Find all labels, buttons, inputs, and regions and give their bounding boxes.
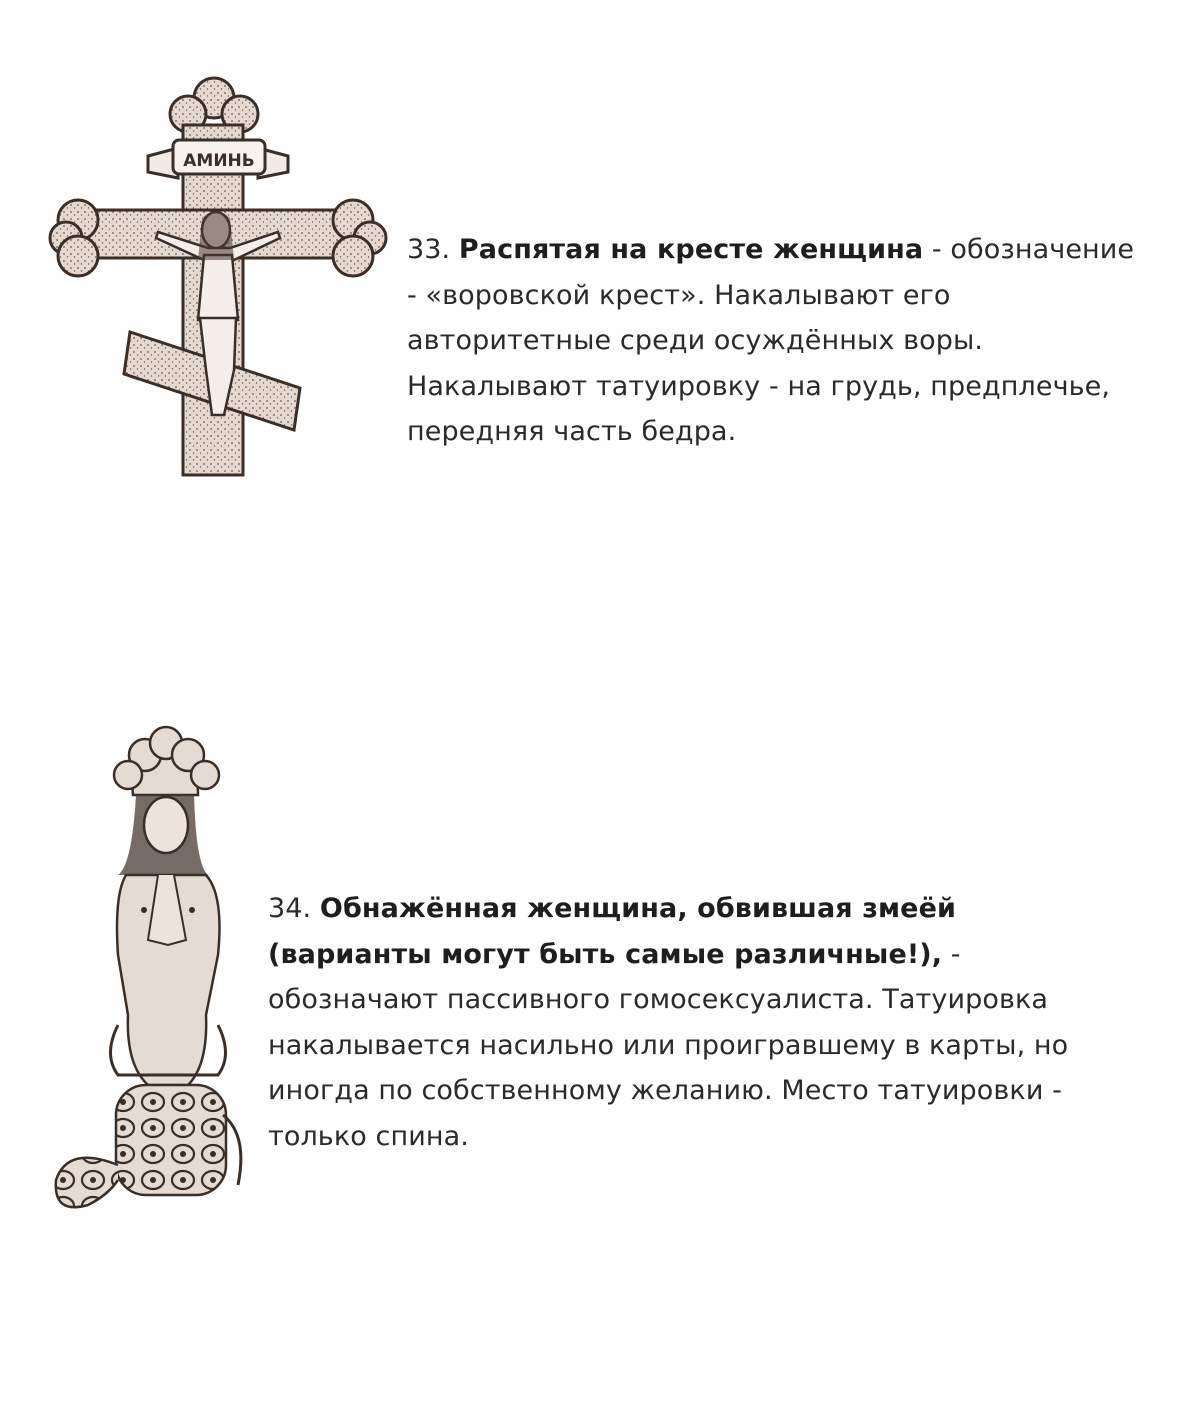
text-line: накалывается насильно или проигравшему в карты, но xyxy=(268,1029,1069,1061)
woman-serpent-tattoo-illustration xyxy=(48,725,258,1225)
entry-title: Распятая на кресте женщина xyxy=(458,234,924,265)
entry-34-text xyxy=(268,886,1068,1159)
text-line: - xyxy=(942,938,961,970)
text-line: - «воровской крест». Накалывают его xyxy=(407,279,951,311)
entry-title-continued: (варианты могут быть самые различные!), xyxy=(268,938,943,970)
entry-number: 34. xyxy=(268,893,320,924)
text-line: передняя часть бедра. xyxy=(407,416,737,447)
cross-tattoo-illustration xyxy=(48,70,393,480)
text-line: только спина. xyxy=(268,1120,469,1152)
text-line: авторитетные среди осуждённых воры. xyxy=(407,325,984,356)
text-line: обозначают пассивного гомосексуалиста. Татуировка xyxy=(268,984,1049,1015)
text-line: иногда по собственному желанию. Место татуировки - xyxy=(268,1075,1063,1106)
entry-number: 33. xyxy=(407,234,459,265)
entry-title: Обнажённая женщина, обвившая змеёй xyxy=(319,893,957,924)
entry-33-text xyxy=(407,227,1134,455)
banner-label: АМИНЬ xyxy=(183,151,255,171)
text-line: - обозначение xyxy=(923,234,1135,265)
text-line: Накалывают татуировку - на грудь, предплечье, xyxy=(407,370,1111,402)
